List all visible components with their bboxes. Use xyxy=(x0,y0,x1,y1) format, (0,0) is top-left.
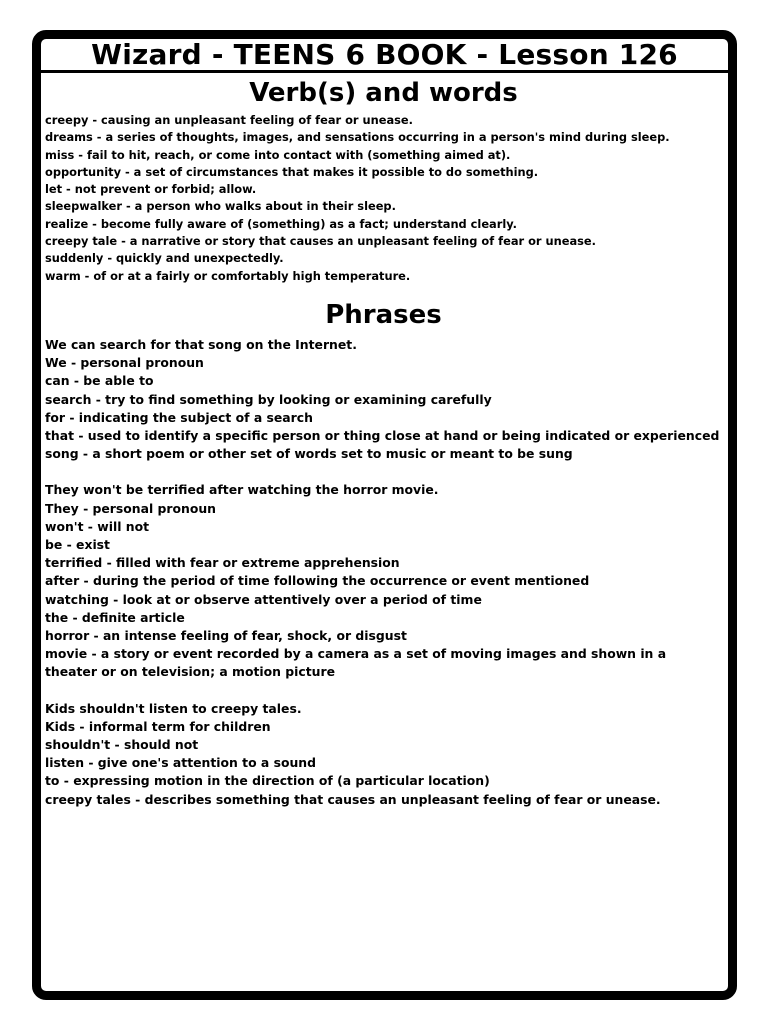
phrase-definition: that - used to identify a specific person or thing close at hand or being indicated or experienced xyxy=(45,427,720,443)
phrase-group xyxy=(45,336,722,463)
phrase-definition: after - during the period of time following the occurrence or event mentioned xyxy=(45,573,590,589)
vocab-item: opportunity - a set of circumstances that makes it possible to do something. xyxy=(45,164,539,179)
phrase-sentence: We can search for that song on the Internet. xyxy=(45,336,357,352)
phrase-definition: They - personal pronoun xyxy=(45,500,217,516)
vocab-item: dreams - a series of thoughts, images, and sensations occurring in a person's mind during sleep. xyxy=(45,130,670,145)
phrase-group xyxy=(45,700,722,809)
verbs-section-title: Verb(s) and words xyxy=(249,78,518,108)
phrase-definition: for - indicating the subject of a search xyxy=(45,409,313,425)
phrase-definition: search - try to find something by looking or examining carefully xyxy=(45,391,492,407)
vocab-item: let - not prevent or forbid; allow. xyxy=(45,182,257,197)
lesson-card xyxy=(32,30,737,1000)
phrase-definition: the - definite article xyxy=(45,609,185,625)
phrase-definition: shouldn't - should not xyxy=(45,737,199,753)
phrase-definition: watching - look at or observe attentively over a period of time xyxy=(45,591,482,607)
phrase-definition: creepy tales - describes something that causes an unpleasant feeling of fear or unease. xyxy=(45,791,661,807)
vocab-item: creepy tale - a narrative or story that causes an unpleasant feeling of fear or unease. xyxy=(45,234,596,249)
phrase-sentence: They won't be terrified after watching the horror movie. xyxy=(45,482,439,498)
phrase-definition: listen - give one's attention to a sound xyxy=(45,755,316,771)
vocab-item: suddenly - quickly and unexpectedly. xyxy=(45,251,284,266)
phrase-definition: can - be able to xyxy=(45,373,154,389)
phrase-definition: Kids - informal term for children xyxy=(45,718,271,734)
phrase-definition: movie - a story or event recorded by a camera as a set of moving images and shown in a theater or on television; a motion picture xyxy=(45,646,667,680)
phrase-definition: song - a short poem or other set of words set to music or meant to be sung xyxy=(45,446,573,462)
phrase-group xyxy=(45,481,722,681)
vocab-item: warm - of or at a fairly or comfortably high temperature. xyxy=(45,268,411,283)
lesson-title: Wizard - TEENS 6 BOOK - Lesson 126 xyxy=(41,39,728,73)
phrase-definition: be - exist xyxy=(45,537,110,552)
phrase-definition: to - expressing motion in the direction of (a particular location) xyxy=(45,773,490,789)
phrases-section-title: Phrases xyxy=(325,299,442,330)
lesson-content xyxy=(41,78,728,809)
phrase-definition: We - personal pronoun xyxy=(45,355,204,371)
vocab-item: miss - fail to hit, reach, or come into contact with (something aimed at). xyxy=(45,147,511,162)
vocab-item: creepy - causing an unpleasant feeling of fear or unease. xyxy=(45,113,413,127)
phrase-definition: won't - will not xyxy=(45,518,150,534)
phrase-definition: horror - an intense feeling of fear, shock, or disgust xyxy=(45,628,407,644)
vocab-item: realize - become fully aware of (something) as a fact; understand clearly. xyxy=(45,216,517,231)
phrases-list xyxy=(45,336,722,809)
vocab-item: sleepwalker - a person who walks about in their sleep. xyxy=(45,199,396,214)
vocab-list xyxy=(45,112,722,285)
phrase-sentence: Kids shouldn't listen to creepy tales. xyxy=(45,700,302,716)
phrase-definition: terrified - filled with fear or extreme apprehension xyxy=(45,555,400,571)
